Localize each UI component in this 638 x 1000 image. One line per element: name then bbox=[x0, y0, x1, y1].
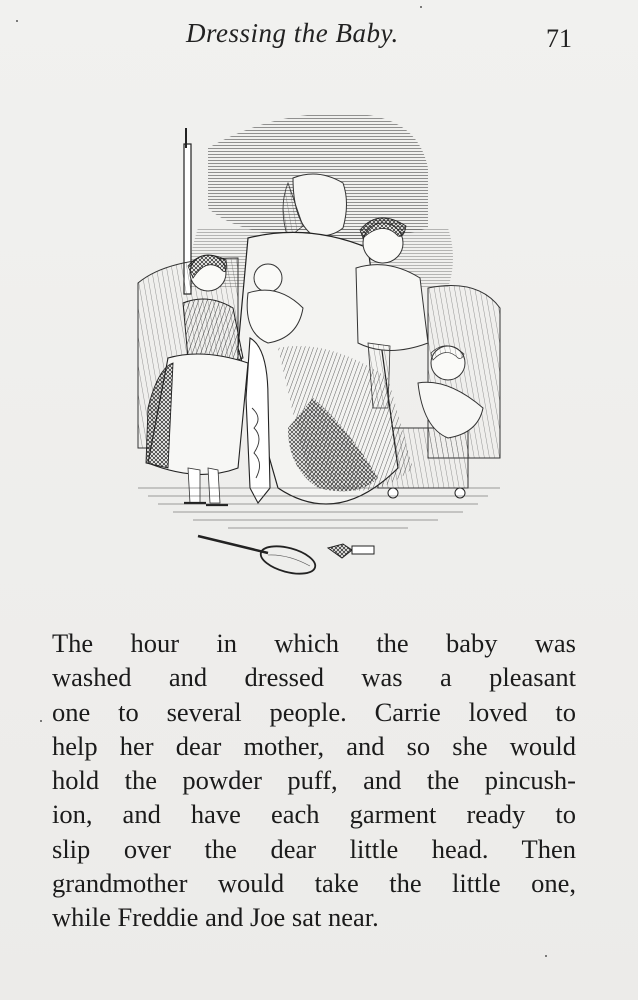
running-head-title: Dressing the Baby. bbox=[186, 18, 399, 48]
text-line: while Freddie and Joe sat near. bbox=[52, 902, 379, 933]
racket-toy bbox=[198, 536, 318, 579]
paper-speck bbox=[420, 6, 422, 8]
engraving-drawing bbox=[128, 108, 510, 586]
paper-speck bbox=[40, 720, 42, 722]
text-line: The hour in which the baby was bbox=[52, 628, 576, 658]
text-line: ion, and have each garment ready to bbox=[52, 799, 576, 830]
text-line: washed and dressed was a pleasant bbox=[52, 662, 576, 693]
text-line: grandmother would take the little one, bbox=[52, 868, 576, 899]
text-line: help her dear mother, and so she would bbox=[52, 730, 576, 761]
text-line: hold the powder puff, and the pincush- bbox=[52, 765, 576, 796]
body-paragraph bbox=[52, 626, 576, 935]
text-line: slip over the dear little head. Then bbox=[52, 833, 576, 864]
paper-speck bbox=[545, 955, 547, 957]
shuttlecock-toy bbox=[328, 544, 374, 558]
text-line: one to several people. Carrie loved to bbox=[52, 696, 576, 727]
engraving-illustration bbox=[128, 108, 510, 586]
paper-speck bbox=[16, 20, 18, 22]
page-number: 71 bbox=[546, 24, 572, 53]
